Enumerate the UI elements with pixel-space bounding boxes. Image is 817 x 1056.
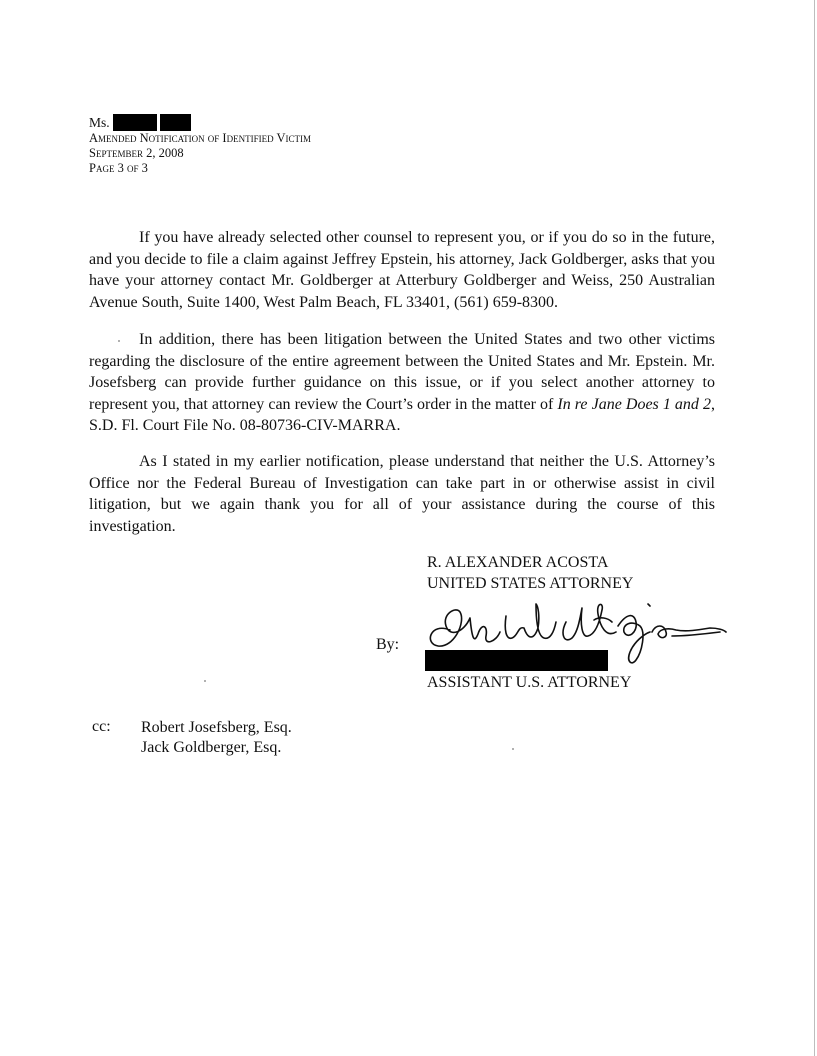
paragraph-1	[89, 227, 715, 313]
case-name: In re Jane Does 1 and 2	[557, 395, 711, 413]
salutation-line	[89, 114, 311, 131]
document-title: Amended Notification of Identified Victim	[89, 131, 312, 145]
paragraph-2-after: , S.D. Fl. Court File No. 08-80736-CIV-MARRA.	[89, 395, 715, 434]
paragraph-2	[89, 329, 715, 437]
redacted-signer-name	[425, 650, 608, 671]
signature-block	[427, 552, 633, 594]
paragraph-3-text: As I stated in my earlier notification, please understand that neither the U.S. Attorney’s Office nor the Federal Bureau of Investigation can take part in or otherwise assist in civil litigation, but we again thank you for all of your assistance during the course of this investigation.	[89, 453, 715, 535]
signatory-name: R. ALEXANDER ACOSTA	[427, 554, 609, 571]
salutation: Ms.	[89, 115, 110, 130]
paragraph-2-before: In addition, there has been litigation between the United States and two other victims regarding the disclosure of the entire agreement between the United States and Mr. Epstein. Mr. Josefsberg can provide further guidance on this issue, or if you select another attorney to represent you, that attorney can review the Court’s order in the matter of	[89, 331, 715, 413]
redacted-first-name	[113, 114, 157, 131]
letter-header	[89, 114, 311, 176]
document-date: September 2, 2008	[89, 146, 184, 160]
paragraph-1-text: If you have already selected other counsel to represent you, or if you do so in the future, and you decide to file a claim against Jeffrey Epstein, his attorney, Jack Goldberger, asks that you have your attorney contact Mr. Goldberger at Atterbury Goldberger and Weiss, 250 Australian Avenue South, Suite 1400, West Palm Beach, FL 33401, (561) 659-8300.	[89, 229, 715, 311]
page-number: Page 3 of 3	[89, 161, 148, 175]
scan-speck	[204, 680, 206, 682]
cc-recipient: Robert Josefsberg, Esq.	[141, 719, 292, 736]
paragraph-3	[89, 451, 715, 537]
scan-speck	[512, 748, 514, 750]
signer-title: ASSISTANT U.S. ATTORNEY	[427, 674, 632, 691]
paragraph-2-text	[89, 329, 715, 437]
by-label: By:	[376, 636, 400, 653]
signatory-title: UNITED STATES ATTORNEY	[427, 575, 634, 592]
page-edge	[814, 0, 815, 1056]
cc-label: cc:	[92, 718, 111, 735]
redacted-last-name	[160, 114, 191, 131]
cc-recipient: Jack Goldberger, Esq.	[141, 739, 282, 756]
cc-recipients	[141, 718, 292, 758]
scan-speck	[118, 340, 120, 342]
